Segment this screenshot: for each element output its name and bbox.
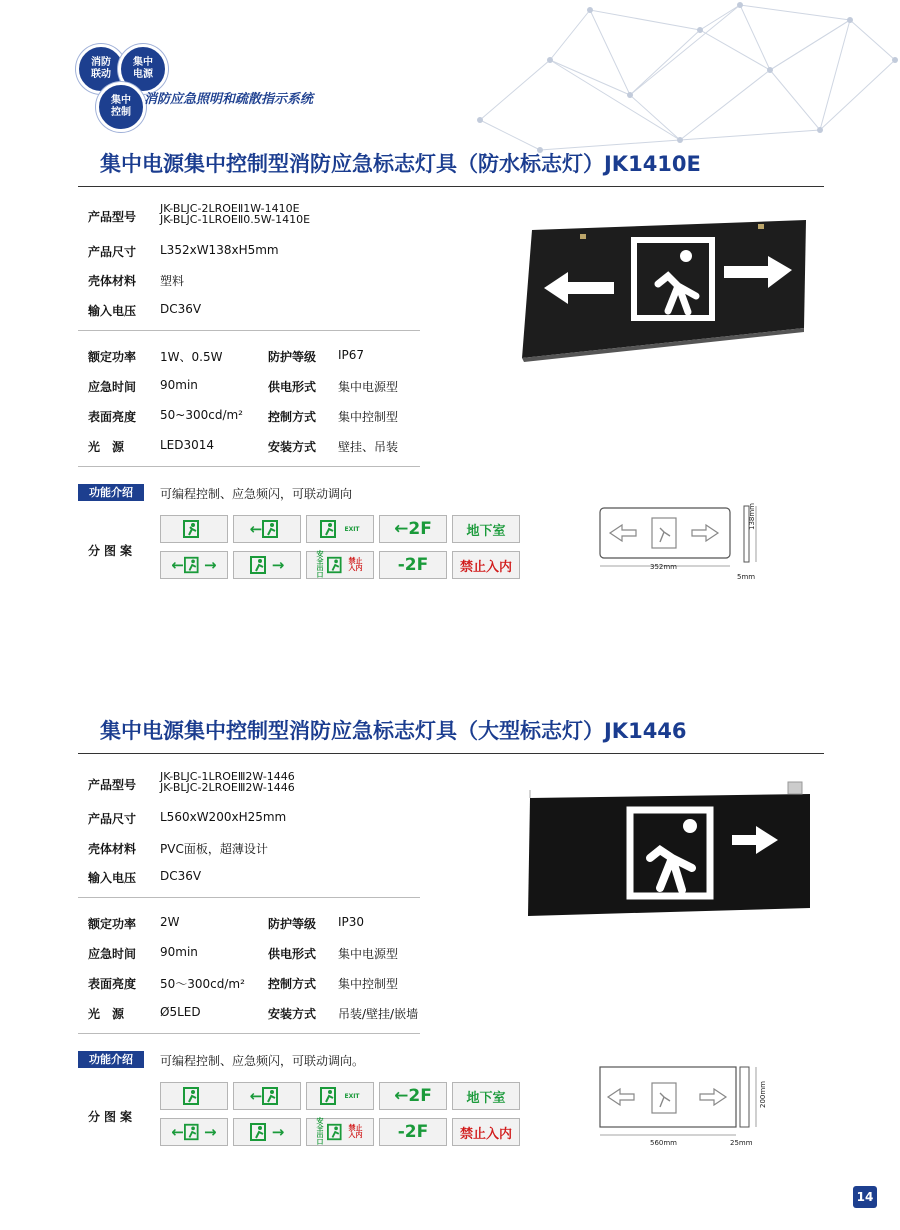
pattern-tile-bidirectional: ← →	[160, 1118, 228, 1146]
spec-label: 产品尺寸	[88, 812, 137, 826]
param-label: 光 源	[88, 440, 125, 454]
exit-door-icon	[250, 556, 272, 574]
exit-door-icon	[262, 520, 284, 538]
function-text: 可编程控制、应急频闪，可联动调向	[160, 487, 353, 501]
pattern-tile-basement: 地下室	[452, 1082, 520, 1110]
dimension-height: 200mm	[759, 1081, 767, 1108]
spec-label: 产品型号	[88, 210, 137, 224]
param-label: 安装方式	[268, 1007, 317, 1021]
no-entry-text: 禁止入内	[348, 1124, 363, 1139]
dimension-depth: 25mm	[730, 1139, 753, 1147]
param-value: 50~300cd/m²	[160, 408, 243, 422]
no-entry-text: 禁止入内	[348, 557, 363, 572]
dimension-height: 138mm	[748, 503, 756, 530]
function-text: 可编程控制、应急频闪，可联动调向。	[160, 1054, 365, 1068]
spec-value: DC36V	[160, 302, 202, 316]
product-title: 集中电源集中控制型消防应急标志灯具（大型标志灯）JK1446	[100, 719, 687, 743]
safe-exit-text: 安全出口	[316, 1117, 324, 1146]
pattern-tile-right-exit: →	[233, 1118, 301, 1146]
param-value: 吊装/壁挂/嵌墙	[338, 1007, 419, 1021]
dimension-depth: 5mm	[737, 573, 756, 581]
exit-door-icon	[320, 1087, 342, 1105]
param-label: 供电形式	[268, 947, 317, 961]
param-label: 控制方式	[268, 410, 317, 424]
spec-label: 输入电压	[88, 304, 137, 318]
pattern-tile-safe-exit-no-entry	[306, 551, 374, 579]
spec-value: L560xW200xH25mm	[160, 810, 287, 824]
param-label: 应急时间	[88, 380, 137, 394]
param-label: 防护等级	[268, 350, 317, 364]
exit-text: EXIT	[344, 1092, 360, 1100]
pattern-tile-left-exit: ←	[233, 515, 301, 543]
param-label: 防护等级	[268, 917, 317, 931]
dimension-width: 560mm	[650, 1139, 677, 1147]
spec-label: 产品型号	[88, 778, 137, 792]
pattern-tile-safe-exit-no-entry	[306, 1118, 374, 1146]
divider	[78, 753, 824, 754]
spec-value: 塑料	[160, 274, 185, 288]
badge-central-control: 集中 控制	[96, 82, 146, 132]
param-value: IP67	[338, 348, 365, 362]
dimension-drawing	[594, 1063, 774, 1149]
exit-door-icon	[262, 1087, 284, 1105]
pattern-tile-no-entry: 禁止入内	[452, 1118, 520, 1146]
param-value: 90min	[160, 945, 198, 959]
exit-door-icon	[250, 1123, 272, 1141]
param-label: 表面亮度	[88, 410, 137, 424]
diagram-label: 分图案	[88, 544, 137, 558]
pattern-tile-exit-en	[306, 515, 374, 543]
param-value: 壁挂、吊装	[338, 440, 399, 454]
pattern-tile-minus-2f: -2F	[379, 551, 447, 579]
spec-value: JK-BLJC-2LROEⅡ1W-1410E JK-BLJC-1LROEⅡ0.5W-1410E	[160, 202, 311, 226]
function-badge: 功能介绍	[78, 1051, 144, 1068]
divider	[78, 186, 824, 187]
param-value: 集中电源型	[338, 947, 399, 961]
network-background-graphic	[440, 0, 900, 160]
pattern-tile-exit-door	[160, 515, 228, 543]
param-value: 1W、0.5W	[160, 350, 223, 364]
product-photo-jk1410e	[518, 216, 808, 362]
page-number: 14	[853, 1186, 877, 1208]
exit-text: EXIT	[344, 525, 360, 533]
spec-label: 产品尺寸	[88, 245, 137, 259]
param-value: LED3014	[160, 438, 215, 452]
param-value: 90min	[160, 378, 198, 392]
function-badge: 功能介绍	[78, 484, 144, 501]
exit-door-icon	[184, 1123, 204, 1141]
pattern-tile-exit-door	[160, 1082, 228, 1110]
spec-value: DC36V	[160, 869, 202, 883]
param-label: 额定功率	[88, 350, 137, 364]
spec-label: 壳体材料	[88, 842, 137, 856]
param-label: 额定功率	[88, 917, 137, 931]
exit-door-icon	[320, 520, 342, 538]
param-label: 光 源	[88, 1007, 125, 1021]
divider	[78, 897, 420, 898]
param-value: IP30	[338, 915, 365, 929]
param-value: 集中控制型	[338, 977, 399, 991]
param-label: 控制方式	[268, 977, 317, 991]
pattern-tile-left-2f: ←2F	[379, 515, 447, 543]
exit-door-icon	[183, 1087, 205, 1105]
param-value: 50～300cd/m²	[160, 977, 245, 991]
param-value: 2W	[160, 915, 180, 929]
param-label: 安装方式	[268, 440, 317, 454]
pattern-tile-left-exit: ←	[233, 1082, 301, 1110]
pattern-tile-bidirectional: ← →	[160, 551, 228, 579]
param-label: 供电形式	[268, 380, 317, 394]
spec-value: PVC面板，超薄设计	[160, 842, 268, 856]
brand-tagline: 消防应急照明和疏散指示系统	[144, 92, 314, 107]
divider	[78, 1033, 420, 1034]
exit-door-icon	[327, 1123, 347, 1141]
param-label: 表面亮度	[88, 977, 137, 991]
safe-exit-text: 安全出口	[316, 550, 324, 579]
pattern-tile-left-2f: ←2F	[379, 1082, 447, 1110]
pattern-tile-minus-2f: -2F	[379, 1118, 447, 1146]
pattern-tile-basement: 地下室	[452, 515, 520, 543]
spec-value: JK-BLJC-1LROEⅢ2W-1446 JK-BLJC-2LROEⅢ2W-1446	[160, 770, 295, 794]
spec-label: 壳体材料	[88, 274, 137, 288]
param-value: Ø5LED	[160, 1005, 201, 1019]
product-photo-jk1446	[520, 780, 812, 932]
dimension-width: 352mm	[650, 563, 677, 571]
param-label: 应急时间	[88, 947, 137, 961]
exit-door-icon	[327, 556, 347, 574]
spec-label: 输入电压	[88, 871, 137, 885]
spec-value: L352xW138xH5mm	[160, 243, 279, 257]
pattern-tile-no-entry: 禁止入内	[452, 551, 520, 579]
pattern-tile-exit-en	[306, 1082, 374, 1110]
param-value: 集中控制型	[338, 410, 399, 424]
divider	[78, 330, 420, 331]
exit-door-icon	[183, 520, 205, 538]
product-title: 集中电源集中控制型消防应急标志灯具（防水标志灯）JK1410E	[100, 152, 701, 176]
diagram-label: 分图案	[88, 1110, 137, 1124]
param-value: 集中电源型	[338, 380, 399, 394]
divider	[78, 466, 420, 467]
badge-fire-linkage: 消防 联动	[76, 44, 126, 94]
exit-door-icon	[184, 556, 204, 574]
badge-central-power: 集中 电源	[118, 44, 168, 94]
pattern-tile-right-exit: →	[233, 551, 301, 579]
